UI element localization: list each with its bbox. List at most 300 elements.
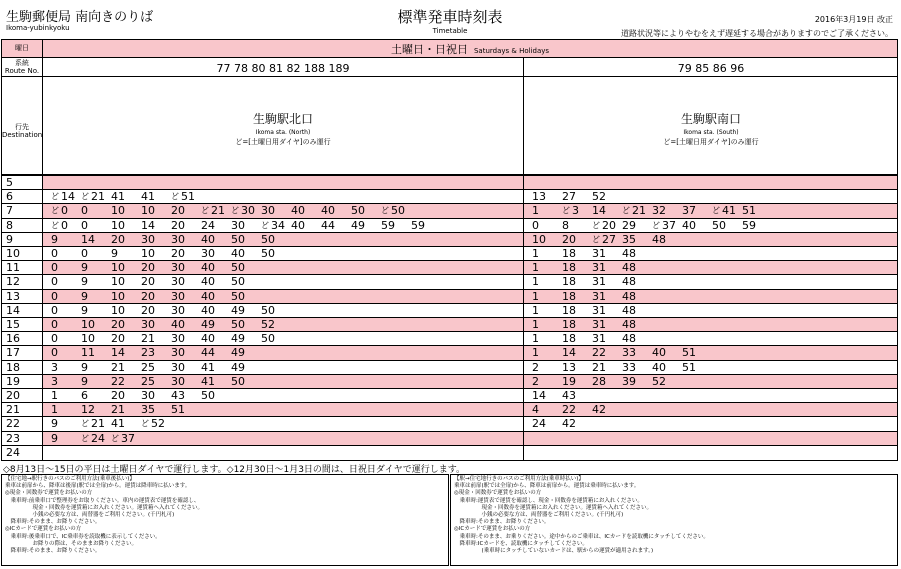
left-departure — [111, 319, 125, 330]
departure-minute: 40 — [652, 346, 666, 360]
right-departure — [592, 276, 606, 287]
right-departure — [682, 205, 696, 216]
departure-minute: 18 — [562, 275, 576, 289]
left-departure — [141, 404, 155, 415]
departure-minute: 40 — [201, 332, 215, 346]
departure-minute: 24 — [91, 431, 105, 445]
departure-minute: 50 — [231, 275, 245, 289]
departure-minute: 0 — [51, 318, 58, 331]
departure-minute: 41 — [111, 190, 125, 204]
day-name — [43, 41, 897, 57]
departure-minute: 51 — [181, 190, 195, 204]
departure-minute: 9 — [81, 289, 88, 303]
info-line: 【住宅地→駅行きのバスのご利用方法(乗車後払い)】 — [5, 476, 135, 482]
left-departure — [51, 305, 58, 316]
left-departure — [201, 305, 215, 316]
right-departure — [592, 305, 606, 316]
row-rule — [2, 175, 897, 176]
departure-minute: 31 — [592, 303, 606, 317]
departure-minute: 0 — [51, 303, 58, 317]
row-rule — [2, 260, 897, 261]
departure-minute: 20 — [111, 389, 125, 402]
row-rule — [2, 317, 897, 318]
row-rule — [2, 289, 897, 290]
right-departure — [622, 276, 636, 287]
departure-minute: 24 — [532, 417, 546, 431]
departure-minute: 21 — [141, 332, 155, 346]
left-departure — [111, 220, 125, 231]
row-rule — [2, 303, 897, 304]
right-departure — [562, 191, 576, 202]
stop-name: 生駒郵便局 南向きのりば — [6, 10, 154, 25]
departure-minute: 14 — [81, 232, 95, 246]
hour-row-band — [43, 175, 897, 189]
departure-minute: 52 — [652, 374, 666, 388]
departure-minute: 50 — [261, 332, 275, 346]
left-departure — [51, 291, 58, 302]
departure-minute: 49 — [231, 303, 245, 317]
departure-minute: 1 — [532, 303, 539, 317]
left-departure — [351, 205, 365, 216]
hour-cell: 12 — [6, 275, 20, 289]
left-departure — [411, 220, 425, 231]
departure-minute: 10 — [111, 261, 125, 275]
departure-minute: 50 — [231, 289, 245, 303]
departure-minute: 10 — [111, 204, 125, 218]
hour-cell: 8 — [6, 218, 13, 232]
left-destination-note: ど=[土曜日用ダイヤ]のみ運行 — [235, 138, 331, 146]
left-departure — [201, 333, 215, 344]
departure-minute: 30 — [231, 218, 245, 232]
right-departure — [532, 404, 539, 415]
departure-minute: 49 — [231, 360, 245, 374]
left-departure — [201, 248, 215, 259]
departure-minute: 9 — [51, 232, 58, 246]
row-rule — [2, 331, 897, 332]
info-line: 現金・回数券を運賃箱にお入れください。運賃箱へ入れてください。 — [454, 504, 653, 511]
departure-minute: 19 — [562, 374, 576, 388]
info-line: 降車時:そのまま、お降りください。 — [5, 548, 101, 555]
saturday-only-mark: ど — [111, 433, 119, 443]
departure-minute: 48 — [622, 261, 636, 275]
departure-minute: 3 — [51, 360, 58, 374]
info-line: 乗車は前扉(駅では全扉)から、降車は前扉から。運賃は乗車時に払います。 — [454, 483, 640, 490]
departure-minute: 1 — [51, 403, 58, 417]
departure-minute: 51 — [682, 346, 696, 360]
departure-minute: 50 — [231, 374, 245, 388]
right-departure — [712, 220, 726, 231]
departure-minute: 9 — [81, 275, 88, 289]
right-departure — [652, 205, 666, 216]
departure-minute: 43 — [171, 389, 185, 402]
left-departure — [81, 262, 88, 273]
left-departure — [171, 191, 195, 202]
left-departure — [171, 234, 185, 245]
left-departure — [231, 291, 245, 302]
hour-cell: 7 — [6, 204, 13, 218]
saturday-only-mark: ど — [622, 206, 630, 216]
departure-minute: 50 — [261, 232, 275, 246]
departure-minute: 30 — [171, 275, 185, 289]
departure-minute: 40 — [201, 232, 215, 246]
right-departure — [562, 248, 576, 259]
right-departure — [592, 191, 606, 202]
right-departure — [592, 205, 606, 216]
left-departure — [171, 376, 185, 387]
saturday-only-mark: ど — [51, 206, 59, 216]
departure-minute: 40 — [321, 204, 335, 218]
departure-minute: 48 — [622, 303, 636, 317]
right-departure — [562, 418, 576, 429]
left-departure — [201, 234, 215, 245]
left-departure — [141, 220, 155, 231]
timetable-table — [1, 39, 898, 461]
departure-minute: 10 — [111, 289, 125, 303]
left-departure — [141, 347, 155, 358]
departure-minute: 20 — [141, 261, 155, 275]
departure-minute: 30 — [171, 332, 185, 346]
hour-cell: 10 — [6, 247, 20, 260]
saturday-only-mark: ど — [141, 419, 149, 429]
left-departure — [81, 390, 88, 401]
right-departure — [682, 362, 696, 373]
hour-cell: 19 — [6, 374, 20, 388]
day-name-en: Saturdays & Holidays — [473, 47, 550, 55]
departure-minute: 48 — [622, 289, 636, 303]
departure-minute: 30 — [171, 360, 185, 374]
right-departure — [562, 347, 576, 358]
row-rule — [2, 374, 897, 375]
left-destination-name: 生駒駅北口 — [252, 112, 313, 126]
departure-minute: 49 — [231, 332, 245, 346]
left-departure — [141, 418, 165, 429]
left-departure — [81, 433, 105, 444]
departure-minute: 1 — [51, 389, 58, 402]
day-label: 曜日 — [15, 44, 29, 52]
departure-minute: 1 — [532, 204, 539, 218]
row-rule — [2, 402, 897, 403]
right-departure — [592, 262, 606, 273]
departure-minute: 34 — [271, 218, 285, 232]
right-departure — [562, 205, 579, 216]
right-departure — [532, 220, 539, 231]
left-departure — [381, 205, 405, 216]
left-departure — [111, 234, 125, 245]
left-departure — [201, 262, 215, 273]
departure-minute: 52 — [151, 417, 165, 431]
right-departure — [532, 305, 539, 316]
departure-minute: 18 — [562, 247, 576, 260]
saturday-only-mark: ど — [562, 206, 570, 216]
departure-minute: 14 — [61, 190, 75, 204]
right-departure — [622, 347, 636, 358]
right-departure — [682, 220, 696, 231]
departure-minute: 40 — [201, 261, 215, 275]
left-departure — [171, 362, 185, 373]
departure-minute: 40 — [231, 247, 245, 260]
right-departure — [592, 362, 606, 373]
left-departure — [111, 418, 125, 429]
info-line: 乗車時:そのまま、お乗りください。途中からのご乗車は、ICカードを読取機にタッチしてください。 — [454, 533, 709, 540]
left-departure — [351, 220, 365, 231]
departure-minute: 1 — [532, 275, 539, 289]
row-rule — [2, 218, 897, 219]
departure-minute: 0 — [532, 218, 539, 232]
left-departure — [51, 205, 68, 216]
departure-minute: 39 — [622, 374, 636, 388]
left-departure — [111, 205, 125, 216]
day-name-ja: 土曜日・日祝日 — [390, 43, 468, 56]
right-departure — [562, 362, 576, 373]
left-departure — [111, 191, 125, 202]
left-departure — [321, 220, 335, 231]
left-departure — [81, 376, 88, 387]
right-departure — [652, 376, 666, 387]
departure-minute: 50 — [231, 261, 245, 275]
right-departure — [532, 276, 539, 287]
left-departure — [81, 347, 95, 358]
departure-minute: 2 — [532, 374, 539, 388]
departure-minute: 29 — [622, 218, 636, 232]
left-departure — [201, 220, 215, 231]
left-departure — [141, 376, 155, 387]
right-departure — [592, 347, 606, 358]
hour-cell: 18 — [6, 360, 20, 374]
right-departure — [592, 319, 606, 330]
departure-minute: 1 — [532, 289, 539, 303]
departure-minute: 0 — [51, 332, 58, 346]
info-line: 降車時:そのまま、お降りください。 — [5, 519, 101, 526]
left-departure — [201, 291, 215, 302]
departure-minute: 30 — [171, 303, 185, 317]
left-departure — [201, 347, 215, 358]
row-rule — [2, 416, 897, 417]
right-departure — [592, 220, 616, 231]
info-line: 乗車時:前乗車口で整理券をお取りください。車内の運賃表で運賃を確認し、 — [5, 497, 200, 504]
left-departure — [51, 276, 58, 287]
departure-minute: 20 — [111, 232, 125, 246]
left-departure — [141, 234, 155, 245]
left-departure — [231, 333, 245, 344]
hour-cell: 22 — [6, 417, 20, 431]
left-departure — [141, 248, 155, 259]
saturday-only-mark: ど — [231, 206, 239, 216]
left-departure — [201, 390, 215, 401]
departure-minute: 30 — [241, 204, 255, 218]
right-departure — [622, 333, 636, 344]
stop-roman: Ikoma-yubinkyoku — [6, 24, 70, 32]
right-departure — [592, 234, 616, 245]
right-departure — [532, 262, 539, 273]
departure-minute: 50 — [391, 204, 405, 218]
left-departure — [171, 319, 185, 330]
departure-minute: 28 — [592, 374, 606, 388]
rule — [2, 76, 897, 77]
left-departure — [261, 248, 275, 259]
right-departure — [622, 248, 636, 259]
departure-minute: 0 — [51, 346, 58, 360]
departure-minute: 20 — [141, 289, 155, 303]
left-departure — [171, 248, 185, 259]
info-line: ◎ICカードで運賃をお払いの方 — [5, 526, 82, 533]
departure-minute: 6 — [81, 389, 88, 402]
departure-minute: 49 — [351, 218, 365, 232]
departure-minute: 20 — [562, 232, 576, 246]
delay-note: 道路状況等によりやむをえず遅延する場合がありますのでご了承ください。 — [621, 29, 893, 38]
departure-minute: 0 — [81, 247, 88, 260]
info-line: 乗車時:運賃表で運賃を確認し、現金・回数券を運賃箱にお入れください。 — [454, 497, 643, 504]
departure-minute: 20 — [171, 218, 185, 232]
departure-minute: 48 — [652, 232, 666, 246]
departure-minute: 30 — [171, 289, 185, 303]
left-departure — [171, 305, 185, 316]
departure-minute: 21 — [91, 417, 105, 431]
info-line: ◎ICカードで運賃をお払いの方 — [454, 526, 531, 533]
left-departure — [111, 333, 125, 344]
right-departure — [592, 404, 606, 415]
left-departure — [171, 291, 185, 302]
left-departure — [111, 305, 125, 316]
departure-minute: 10 — [141, 247, 155, 260]
right-departure — [652, 220, 676, 231]
left-departure — [81, 291, 88, 302]
departure-minute: 42 — [562, 417, 576, 431]
departure-minute: 9 — [51, 417, 58, 431]
right-departure — [622, 376, 636, 387]
right-departure — [622, 205, 646, 216]
departure-minute: 1 — [532, 247, 539, 260]
left-departure — [231, 362, 245, 373]
departure-minute: 0 — [81, 204, 88, 218]
departure-minute: 21 — [91, 190, 105, 204]
departure-minute: 23 — [141, 346, 155, 360]
right-departure — [652, 347, 666, 358]
departure-minute: 21 — [111, 360, 125, 374]
left-departure — [381, 220, 395, 231]
saturday-only-mark: ど — [712, 206, 720, 216]
departure-minute: 40 — [682, 218, 696, 232]
departure-minute: 10 — [111, 218, 125, 232]
right-departure — [682, 347, 696, 358]
left-departure — [231, 319, 245, 330]
left-departure — [51, 390, 58, 401]
departure-minute: 18 — [562, 332, 576, 346]
departure-minute: 33 — [622, 360, 636, 374]
page-subtitle: Timetable — [432, 27, 468, 35]
right-departure — [562, 404, 576, 415]
departure-minute: 32 — [652, 204, 666, 218]
left-departure — [231, 262, 245, 273]
right-departure — [622, 234, 636, 245]
departure-minute: 13 — [532, 190, 546, 204]
departure-minute: 40 — [171, 318, 185, 331]
left-departure — [171, 333, 185, 344]
right-departure — [562, 234, 576, 245]
left-departure — [81, 319, 95, 330]
right-departure — [562, 319, 576, 330]
departure-minute: 18 — [562, 261, 576, 275]
departure-minute: 0 — [51, 247, 58, 260]
left-departure — [81, 191, 105, 202]
departure-minute: 1 — [532, 332, 539, 346]
left-departure — [51, 433, 58, 444]
departure-minute: 12 — [81, 403, 95, 417]
hour-cell: 6 — [6, 190, 13, 204]
left-departure — [81, 234, 95, 245]
left-departure — [261, 305, 275, 316]
right-departure — [622, 291, 636, 302]
left-departure — [81, 248, 88, 259]
right-departure — [562, 291, 576, 302]
left-departure — [81, 418, 105, 429]
left-departure — [261, 319, 275, 330]
row-rule — [2, 431, 897, 432]
departure-minute: 20 — [602, 218, 616, 232]
left-departure — [81, 404, 95, 415]
right-departure — [562, 305, 576, 316]
departure-minute: 0 — [51, 275, 58, 289]
info-line: 乗車時:後乗車口で、IC乗車券を読取機に表示してください。 — [5, 533, 161, 540]
left-departure — [261, 333, 275, 344]
info-line: ◎現金・回数券で運賃をお払いの方 — [454, 490, 542, 497]
left-departure — [171, 276, 185, 287]
departure-minute: 27 — [562, 190, 576, 204]
departure-minute: 50 — [231, 318, 245, 331]
destination-label-ja: 行先 — [15, 123, 29, 131]
departure-minute: 21 — [211, 204, 225, 218]
right-departure — [532, 362, 539, 373]
row-rule — [2, 246, 897, 247]
left-departure — [51, 404, 58, 415]
left-departure — [261, 220, 285, 231]
departure-minute: 14 — [141, 218, 155, 232]
operation-note: ◇8月13日～15日の平日は土曜日ダイヤで運行します。◇12月30日～1月3日の間は、日祝日ダイヤで運行します。 — [3, 465, 466, 475]
departure-minute: 31 — [592, 289, 606, 303]
departure-minute: 51 — [682, 360, 696, 374]
left-departure — [81, 362, 88, 373]
departure-minute: 42 — [592, 403, 606, 417]
departure-minute: 20 — [141, 275, 155, 289]
saturday-only-mark: ど — [81, 433, 89, 443]
label-column-rule — [42, 40, 43, 460]
departure-minute: 27 — [602, 232, 616, 246]
right-departure — [532, 234, 546, 245]
right-departure — [532, 319, 539, 330]
departure-minute: 41 — [141, 190, 155, 204]
left-destination-roman: Ikoma sta. (North) — [255, 129, 311, 136]
info-line: 現金・回数券を運賃箱にお入れください。運賃箱へ入れてください。 — [5, 504, 204, 511]
departure-minute: 44 — [201, 346, 215, 360]
departure-minute: 30 — [141, 318, 155, 331]
departure-minute: 20 — [171, 247, 185, 260]
departure-minute: 40 — [291, 218, 305, 232]
left-departure — [111, 433, 135, 444]
left-departure — [141, 362, 155, 373]
left-departure — [141, 305, 155, 316]
left-departure — [141, 291, 155, 302]
destination-label — [2, 123, 42, 139]
boarding-info-left — [1, 474, 449, 566]
left-departure — [171, 220, 185, 231]
departure-minute: 40 — [201, 303, 215, 317]
departure-minute: 0 — [61, 218, 68, 232]
departure-minute: 0 — [51, 289, 58, 303]
departure-minute: 41 — [722, 204, 736, 218]
left-departure — [231, 220, 245, 231]
departure-minute: 22 — [592, 346, 606, 360]
info-line: 小銭の必要な方は、両替器をご利用ください。(千円札可) — [454, 512, 624, 519]
right-departure — [742, 205, 756, 216]
